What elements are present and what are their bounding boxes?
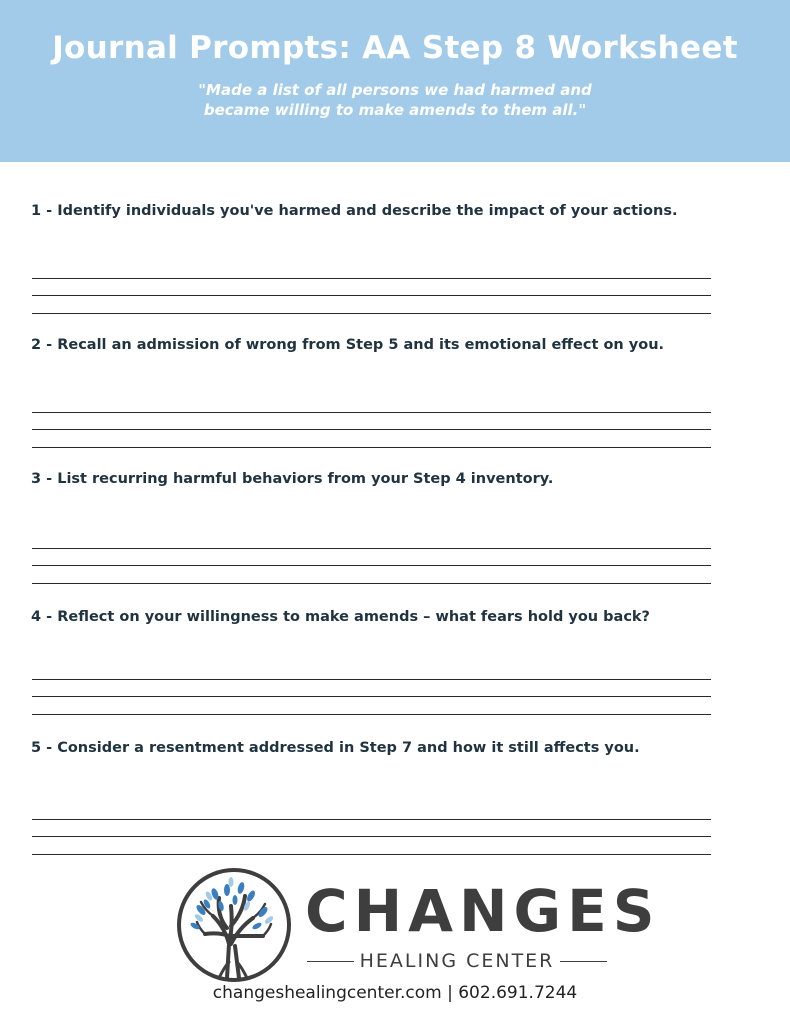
writing-line[interactable] [32, 548, 711, 549]
header-banner [0, 0, 790, 162]
writing-line[interactable] [32, 854, 711, 855]
writing-line[interactable] [32, 583, 711, 584]
changes-logo [175, 866, 661, 986]
tree-icon [175, 866, 293, 984]
writing-line[interactable] [32, 819, 711, 820]
writing-line[interactable] [32, 696, 711, 697]
writing-line[interactable] [32, 278, 711, 279]
quote-line-1: "Made a list of all persons we had harmed and [198, 81, 592, 99]
step-quote [0, 80, 790, 120]
writing-line[interactable] [32, 565, 711, 566]
prompt-1: 1 - Identify individuals you've harmed and describe the impact of your actions. [31, 203, 678, 219]
prompt-4: 4 - Reflect on your willingness to make amends – what fears hold you back? [31, 609, 650, 625]
page-title: Journal Prompts: AA Step 8 Worksheet [52, 30, 738, 66]
writing-line[interactable] [32, 714, 711, 715]
contact-info: changeshealingcenter.com | 602.691.7244 [212, 983, 578, 1003]
subtitle-rule-left [307, 961, 354, 962]
subtitle-rule-right [560, 961, 607, 962]
prompt-3: 3 - List recurring harmful behaviors from your Step 4 inventory. [31, 471, 554, 487]
brand-subtitle-text: HEALING CENTER [359, 950, 555, 972]
writing-line[interactable] [32, 313, 711, 314]
prompt-5: 5 - Consider a resentment addressed in Step 7 and how it still affects you. [31, 740, 640, 756]
prompt-2: 2 - Recall an admission of wrong from Step 5 and its emotional effect on you. [31, 337, 665, 353]
writing-line[interactable] [32, 679, 711, 680]
brand-name: CHANGES [305, 877, 661, 945]
brand-subtitle [307, 950, 607, 972]
writing-line[interactable] [32, 836, 711, 837]
quote-line-2: became willing to make amends to them all." [203, 101, 587, 119]
writing-line[interactable] [32, 295, 711, 296]
writing-line[interactable] [32, 412, 711, 413]
writing-line[interactable] [32, 429, 711, 430]
writing-line[interactable] [32, 447, 711, 448]
